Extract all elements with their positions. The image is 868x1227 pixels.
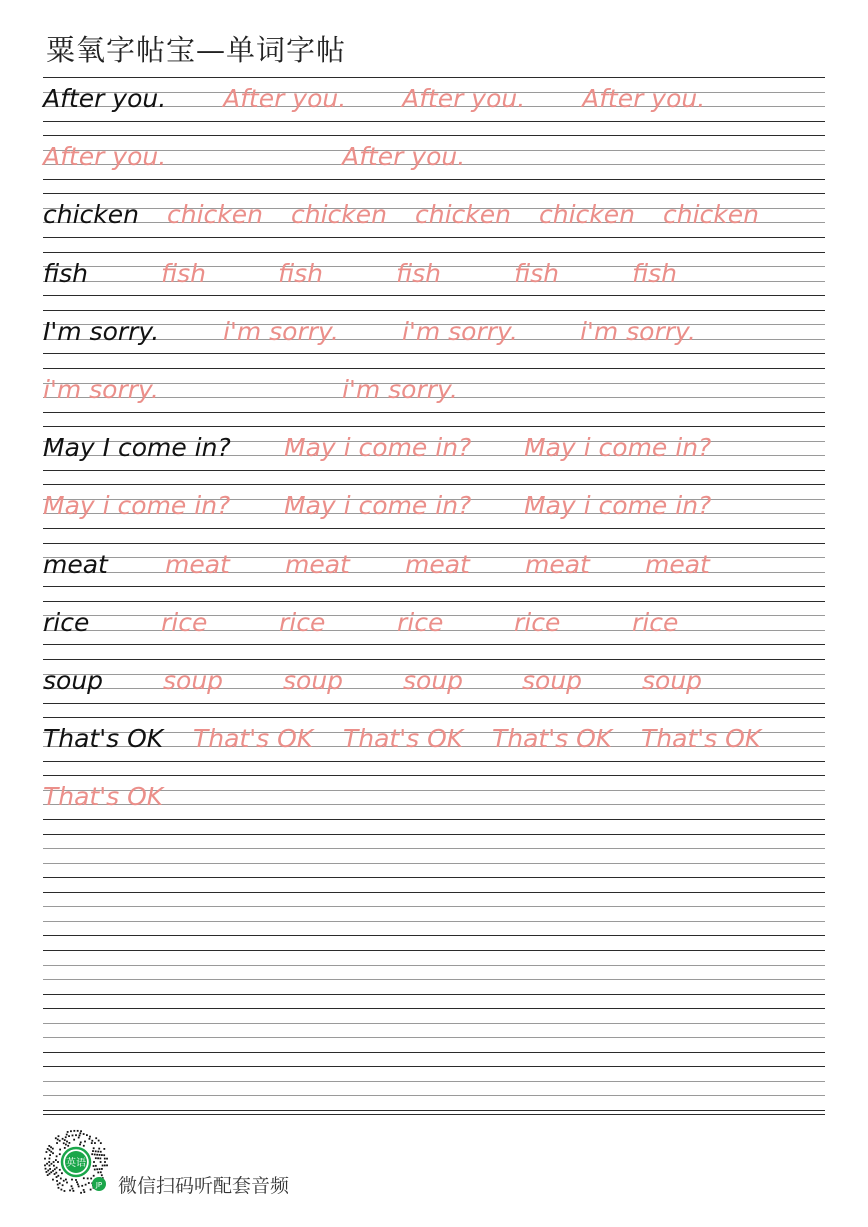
trace-word: chicken <box>167 200 263 230</box>
trace-word: May i come in? <box>524 433 712 463</box>
model-word: fish <box>43 258 89 288</box>
practice-row <box>43 77 825 135</box>
guide-line <box>43 426 825 427</box>
guide-line <box>43 470 825 471</box>
practice-row <box>43 950 825 1008</box>
guide-line <box>43 310 825 311</box>
trace-word: soup <box>642 666 703 695</box>
trace-word: meat <box>645 549 710 579</box>
trace-word: May i come in? <box>524 491 712 521</box>
guide-line <box>43 703 825 704</box>
guide-line <box>43 892 825 893</box>
guide-line <box>43 1008 825 1009</box>
guide-line <box>43 906 825 907</box>
trace-word: After you. <box>223 84 347 113</box>
guide-line <box>43 543 825 544</box>
guide-line <box>43 877 825 878</box>
practice-row <box>43 659 825 717</box>
practice-row <box>43 717 825 775</box>
trace-word: i'm sorry. <box>402 316 518 346</box>
guide-line <box>43 1081 825 1082</box>
model-word: rice <box>43 607 90 637</box>
guide-line <box>43 1052 825 1053</box>
guide-line <box>43 586 825 587</box>
guide-line <box>43 353 825 354</box>
practice-row <box>43 252 825 310</box>
practice-row <box>43 1008 825 1066</box>
guide-line <box>43 1110 825 1111</box>
trace-word: That's OK <box>193 724 314 754</box>
trace-word: May i come in? <box>284 491 472 521</box>
guide-line <box>43 848 825 849</box>
model-word: I'm sorry. <box>43 316 160 346</box>
guide-line <box>43 135 825 136</box>
model-word: May I come in? <box>43 433 231 463</box>
guide-line <box>43 834 825 835</box>
practice-sheet <box>43 77 825 1117</box>
qr-corner-label: JP <box>95 1181 103 1189</box>
guide-line <box>43 295 825 296</box>
guide-line <box>43 1023 825 1024</box>
guide-line <box>43 1066 825 1067</box>
guide-line <box>43 368 825 369</box>
guide-line <box>43 601 825 602</box>
trace-word: That's OK <box>492 724 613 754</box>
practice-row <box>43 834 825 892</box>
guide-line <box>43 237 825 238</box>
trace-word: soup <box>283 666 344 695</box>
bottom-rule <box>43 1114 825 1115</box>
practice-row <box>43 601 825 659</box>
guide-line <box>43 863 825 864</box>
trace-word: chicken <box>291 200 387 230</box>
practice-row <box>43 135 825 193</box>
practice-row <box>43 1066 825 1124</box>
guide-line <box>43 717 825 718</box>
guide-line <box>43 1037 825 1038</box>
model-word: soup <box>43 666 104 695</box>
guide-line <box>43 528 825 529</box>
trace-word: i'm sorry. <box>223 316 339 346</box>
model-word: chicken <box>43 200 139 230</box>
trace-word: meat <box>165 549 230 579</box>
trace-word: That's OK <box>43 782 164 812</box>
trace-word: rice <box>514 607 561 637</box>
trace-word: meat <box>285 549 350 579</box>
trace-word: fish <box>632 258 678 288</box>
trace-word: chicken <box>663 200 759 230</box>
guide-line <box>43 77 825 78</box>
guide-line <box>43 252 825 253</box>
trace-word: After you. <box>582 84 706 113</box>
guide-line <box>43 121 825 122</box>
trace-word: chicken <box>415 200 511 230</box>
trace-word: rice <box>279 607 326 637</box>
model-word: After you. <box>43 84 167 113</box>
trace-word: May i come in? <box>43 491 231 521</box>
trace-word: fish <box>278 258 324 288</box>
practice-row <box>43 426 825 484</box>
guide-line <box>43 775 825 776</box>
guide-line <box>43 412 825 413</box>
model-word: That's OK <box>43 724 164 754</box>
guide-line <box>43 819 825 820</box>
trace-word: fish <box>161 258 207 288</box>
trace-word: i'm sorry. <box>580 316 696 346</box>
guide-line <box>43 761 825 762</box>
trace-word: i'm sorry. <box>43 375 159 404</box>
trace-word: After you. <box>43 142 167 172</box>
trace-word: meat <box>525 549 590 579</box>
guide-line <box>43 179 825 180</box>
trace-word: May i come in? <box>284 433 472 463</box>
practice-row <box>43 310 825 368</box>
trace-word: After you. <box>342 142 466 172</box>
practice-row <box>43 193 825 251</box>
guide-line <box>43 659 825 660</box>
trace-word: fish <box>396 258 442 288</box>
practice-row <box>43 892 825 950</box>
trace-word: rice <box>161 607 208 637</box>
guide-line <box>43 979 825 980</box>
trace-word: That's OK <box>343 724 464 754</box>
trace-word: fish <box>514 258 560 288</box>
model-word: meat <box>43 549 108 579</box>
guide-line <box>43 950 825 951</box>
guide-line <box>43 193 825 194</box>
audio-caption: 微信扫码听配套音频 <box>118 1175 290 1197</box>
guide-line <box>43 965 825 966</box>
practice-row <box>43 543 825 601</box>
guide-line <box>43 1095 825 1096</box>
practice-row <box>43 368 825 426</box>
trace-word: That's OK <box>641 724 762 754</box>
page-title: 粟氧字帖宝—单词字帖 <box>46 33 347 67</box>
practice-row <box>43 775 825 833</box>
footer <box>40 1126 340 1198</box>
trace-word: rice <box>632 607 679 637</box>
qr-badge-label: 英语 <box>66 1158 86 1169</box>
trace-word: meat <box>405 549 470 579</box>
trace-word: rice <box>397 607 444 637</box>
guide-line <box>43 994 825 995</box>
guide-line <box>43 644 825 645</box>
qr-code-icon <box>40 1126 112 1198</box>
trace-word: chicken <box>539 200 635 230</box>
trace-word: soup <box>163 666 224 695</box>
guide-line <box>43 935 825 936</box>
trace-word: i'm sorry. <box>342 375 458 404</box>
trace-word: soup <box>522 666 583 695</box>
guide-line <box>43 921 825 922</box>
trace-word: After you. <box>402 84 526 113</box>
trace-word: soup <box>403 666 464 695</box>
guide-line <box>43 484 825 485</box>
practice-row <box>43 484 825 542</box>
